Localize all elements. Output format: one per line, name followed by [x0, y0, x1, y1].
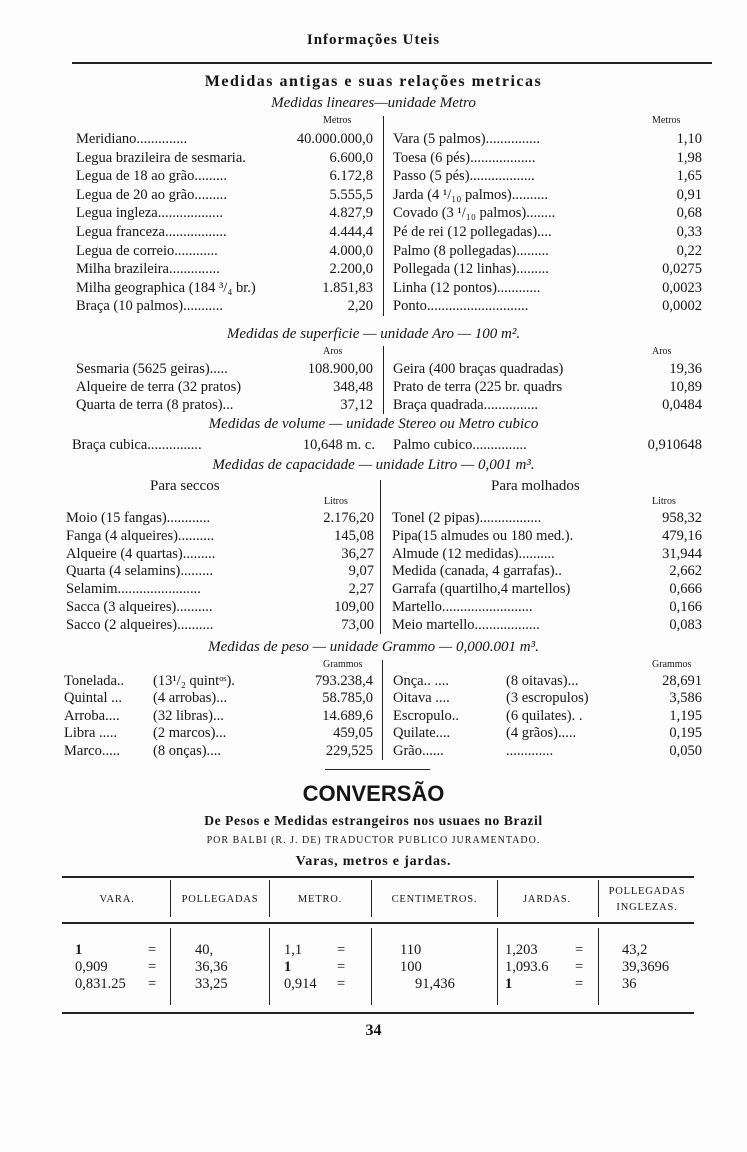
row-label: Linha (12 pontos)............: [393, 279, 541, 296]
row-value: 0,22: [676, 242, 702, 259]
row-label: Palmo (8 pollegadas).........: [393, 242, 549, 259]
row-value: 1,10: [676, 131, 702, 147]
row-label: Passo (5 pés)..................: [393, 168, 535, 185]
table-cell: 36,36: [195, 959, 228, 975]
table-cell: 1: [284, 959, 292, 975]
row-label: Medida (canada, 4 garrafas)..: [392, 563, 562, 580]
table-cell: =: [337, 976, 346, 992]
row-label: Escropulo..: [393, 707, 460, 724]
row-label: Braça cubica...............: [72, 437, 202, 453]
row-label: Libra .....: [64, 725, 118, 742]
row-label: Fanga (4 alqueires)..........: [66, 527, 215, 544]
row-label: Tonel (2 pipas).................: [392, 510, 542, 526]
table-cell: 43,2: [622, 942, 648, 958]
row-value: 0,0484: [662, 397, 702, 413]
row-value: 0,0023: [662, 279, 702, 296]
row-label: Almude (12 medidas)..........: [392, 545, 555, 562]
row-value: 37,12: [340, 397, 373, 413]
table-cell: =: [148, 976, 157, 992]
row-label: Quarta (4 selamins).........: [66, 563, 213, 580]
row-value: 10,648 m. c.: [302, 437, 375, 453]
table-cell: 0,914: [284, 976, 317, 992]
row-value: 4.000,0: [329, 242, 373, 259]
volume-title: Medidas de volume — unidade Stereo ou Metro cubico: [208, 416, 539, 432]
weight-unit-right: Grammos: [652, 659, 692, 670]
row-label: Moio (15 fangas)............: [66, 510, 211, 526]
row-value: 0,91: [676, 186, 702, 203]
row-label: Milha brazileira..............: [76, 261, 220, 278]
row-value: 0,050: [669, 742, 702, 759]
row-detail: (4 grãos).....: [506, 725, 577, 742]
row-value: 14.689,6: [322, 707, 373, 724]
row-value: 0,910648: [647, 437, 702, 453]
weight-title: Medidas de peso — unidade Grammo — 0,000.001 m³.: [208, 639, 539, 655]
row-label: Legua brazileira de sesmaria.: [76, 149, 246, 166]
row-label: Geira (400 braças quadradas): [393, 361, 564, 377]
row-value: 6.600,0: [329, 149, 373, 166]
table-cell: =: [148, 942, 157, 958]
row-value: 58.785,0: [322, 690, 373, 707]
table-header: POLLEGADAS: [181, 894, 259, 905]
row-value: 1,65: [676, 168, 702, 185]
capacity-unit-left: Litros: [324, 496, 348, 507]
table-cell: =: [575, 976, 584, 992]
main-title: Medidas antigas e suas relações metricas: [204, 73, 543, 90]
table-cell: 39,3696: [622, 959, 670, 975]
column-divider: [269, 928, 270, 1005]
table-header: POLLEGADAS INGLEZAS.: [608, 886, 686, 913]
row-label: Grão......: [393, 742, 444, 759]
row-label: Pé de rei (12 pollegadas)....: [393, 224, 552, 240]
table-cell: =: [575, 942, 584, 958]
table-cell: 91,436: [415, 976, 455, 992]
column-divider: [497, 880, 498, 917]
row-value: 31,944: [662, 545, 702, 562]
row-detail: (4 arrobas)...: [153, 690, 228, 707]
row-label: Selamim.......................: [66, 581, 201, 598]
row-value: 2.176,20: [323, 510, 374, 526]
table-cell: 1,203: [505, 942, 538, 958]
row-value: 1,98: [676, 149, 702, 166]
row-label: Legua ingleza..................: [76, 205, 223, 222]
column-divider: [371, 928, 372, 1005]
capacity-unit-right: Litros: [652, 496, 676, 507]
table-header: METRO.: [297, 894, 343, 905]
row-label: Onça.. ....: [393, 673, 449, 689]
linear-title: Medidas lineares—unidade Metro: [271, 95, 476, 111]
row-detail: (8 oitavas)...: [506, 673, 579, 689]
row-label: Quintal ...: [64, 690, 122, 707]
row-value: 2,27: [348, 581, 374, 598]
row-label: Legua de 18 ao grão.........: [76, 168, 227, 185]
row-label: Tonelada..: [64, 673, 125, 689]
header-rule: [72, 62, 712, 64]
row-value: 145,08: [334, 527, 374, 544]
column-divider: [269, 880, 270, 917]
row-value: 479,16: [662, 527, 702, 544]
row-detail: (6 quilates). .: [506, 707, 583, 724]
surface-unit-left: Aros: [323, 346, 343, 357]
column-divider: [371, 880, 372, 917]
row-label: Prato de terra (225 br. quadrs: [393, 379, 563, 395]
table-cell: 100: [400, 959, 422, 975]
column-divider: [382, 660, 383, 760]
row-value: 19,36: [669, 361, 702, 377]
row-label: Sesmaria (5625 geiras).....: [76, 361, 228, 377]
row-label: Oitava ....: [393, 690, 450, 707]
table-header: JARDAS.: [523, 894, 571, 905]
row-value: 0,0002: [662, 298, 702, 315]
row-value: 1,195: [669, 707, 702, 724]
column-divider: [380, 480, 381, 634]
row-value: 10,89: [669, 379, 702, 395]
row-label: Quarta de terra (8 pratos)...: [76, 397, 234, 413]
row-label: Meridiano..............: [76, 131, 188, 147]
table-cell: 1,1: [284, 942, 303, 958]
linear-unit-right: Metros: [652, 115, 681, 126]
table-cell: =: [575, 959, 584, 975]
row-value: 73,00: [341, 616, 374, 633]
row-label: Sacco (2 alqueires)..........: [66, 616, 214, 633]
table-header-rule: [62, 922, 694, 924]
row-value: 958,32: [662, 510, 702, 526]
table-cell: 1: [75, 942, 83, 958]
row-label: Ponto............................: [393, 298, 529, 315]
row-value: 3,586: [669, 690, 702, 707]
running-title: Informações Uteis: [306, 32, 441, 48]
column-divider: [383, 116, 384, 316]
row-label: Quilate....: [393, 725, 451, 742]
row-label: Pipa(15 almudes ou 180 med.).: [392, 527, 574, 544]
row-value: 2.200,0: [329, 261, 373, 278]
row-value: 4.444,4: [329, 224, 373, 240]
table-cell: =: [148, 959, 157, 975]
row-value: 6.172,8: [329, 168, 373, 185]
column-divider: [383, 346, 384, 414]
section-divider: [325, 769, 430, 770]
table-cell: =: [337, 959, 346, 975]
row-label: Palmo cubico...............: [393, 437, 527, 453]
table-header: VARA.: [99, 894, 135, 905]
table-bottom-rule: [62, 1012, 694, 1014]
row-value: 108.900,00: [307, 361, 373, 377]
row-detail: (32 libras)...: [153, 707, 224, 724]
row-value: 5.555,5: [329, 186, 373, 203]
row-label: Legua de 20 ao grão.........: [76, 186, 227, 203]
row-label: Martello.........................: [392, 599, 533, 615]
row-label: Arroba....: [64, 707, 120, 724]
table-cell: 1: [505, 976, 513, 992]
row-label: Legua franceza.................: [76, 224, 227, 240]
row-value: 109,00: [334, 599, 374, 615]
row-value: 793.238,4: [315, 673, 373, 689]
row-label: Pollegada (12 linhas).........: [393, 261, 549, 278]
row-label: Braça (10 palmos)...........: [76, 298, 223, 315]
table-cell: =: [337, 942, 346, 958]
table-top-rule: [62, 876, 694, 878]
row-value: 0,0275: [662, 261, 702, 278]
table-cell: 0,909: [75, 959, 108, 975]
row-value: 459,05: [333, 725, 373, 742]
column-divider: [598, 880, 599, 917]
row-value: 0,195: [669, 725, 702, 742]
table-cell: 36: [622, 976, 637, 992]
row-label: Marco.....: [64, 742, 120, 759]
row-label: Covado (3 ¹/₁₀ palmos)........: [393, 205, 556, 222]
table-header: CENTIMETROS.: [391, 894, 478, 905]
row-label: Jarda (4 ¹/₁₀ palmos)..........: [393, 186, 548, 203]
row-value: 40.000.000,0: [296, 131, 373, 147]
row-label: Milha geographica (184 ³/₄ br.): [76, 279, 256, 296]
row-label: Garrafa (quartilho,4 martellos): [392, 581, 571, 598]
row-value: 2,20: [347, 298, 373, 315]
row-label: Alqueire de terra (32 pratos): [76, 379, 242, 395]
column-divider: [497, 928, 498, 1005]
column-divider: [598, 928, 599, 1005]
capacity-right-heading: Para molhados: [491, 478, 580, 494]
surface-title: Medidas de superficie — unidade Aro — 100 m².: [226, 326, 521, 342]
row-label: Braça quadrada...............: [393, 397, 538, 413]
row-detail: .............: [506, 742, 554, 759]
capacity-title: Medidas de capacidade — unidade Litro — 0,001 m³.: [212, 457, 535, 473]
row-value: 0,083: [669, 616, 702, 633]
row-value: 229,525: [325, 742, 373, 759]
conversion-title: CONVERSÃO: [302, 781, 445, 806]
row-value: 9,07: [348, 563, 374, 580]
row-detail: (8 onças)....: [153, 742, 222, 759]
row-value: 28,691: [662, 673, 702, 689]
row-label: Legua de correio............: [76, 242, 218, 259]
row-value: 4.827,9: [329, 205, 373, 222]
row-detail: (3 escropulos): [506, 690, 589, 707]
conversion-byline: POR BALBI (R. J. DE) TRADUCTOR PUBLICO JURAMENTADO.: [206, 835, 541, 846]
page-number: 34: [365, 1022, 382, 1039]
row-label: Sacca (3 alqueires)..........: [66, 599, 213, 615]
row-value: 348,48: [333, 379, 373, 395]
table-cell: 1,093.6: [505, 959, 549, 975]
table-cell: 33,25: [195, 976, 228, 992]
column-divider: [170, 880, 171, 917]
row-value: 0,33: [676, 224, 702, 240]
row-value: 0,68: [676, 205, 702, 222]
table-title: Varas, metros e jardas.: [295, 854, 452, 869]
row-detail: (13¹/₂ quintᵒˢ).: [153, 673, 235, 689]
row-value: 0,166: [669, 599, 702, 615]
row-value: 1.851,83: [322, 279, 373, 296]
row-value: 2,662: [669, 563, 702, 580]
column-divider: [170, 928, 171, 1005]
conversion-subtitle: De Pesos e Medidas estrangeiros nos usuaes no Brazil: [204, 813, 543, 828]
weight-unit-left: Grammos: [323, 659, 363, 670]
row-detail: (2 marcos)...: [153, 725, 227, 742]
table-cell: 40,: [195, 942, 214, 958]
table-cell: 0,831.25: [75, 976, 126, 992]
row-value: 0,666: [669, 581, 702, 598]
linear-unit-left: Metros: [323, 115, 352, 126]
row-value: 36,27: [341, 545, 374, 562]
table-cell: 110: [400, 942, 422, 958]
row-label: Vara (5 palmos)...............: [393, 131, 540, 147]
surface-unit-right: Aros: [652, 346, 672, 357]
row-label: Toesa (6 pés)..................: [393, 149, 536, 166]
row-label: Alqueire (4 quartas).........: [66, 545, 216, 562]
row-label: Meio martello..................: [392, 616, 540, 633]
capacity-left-heading: Para seccos: [150, 478, 220, 494]
